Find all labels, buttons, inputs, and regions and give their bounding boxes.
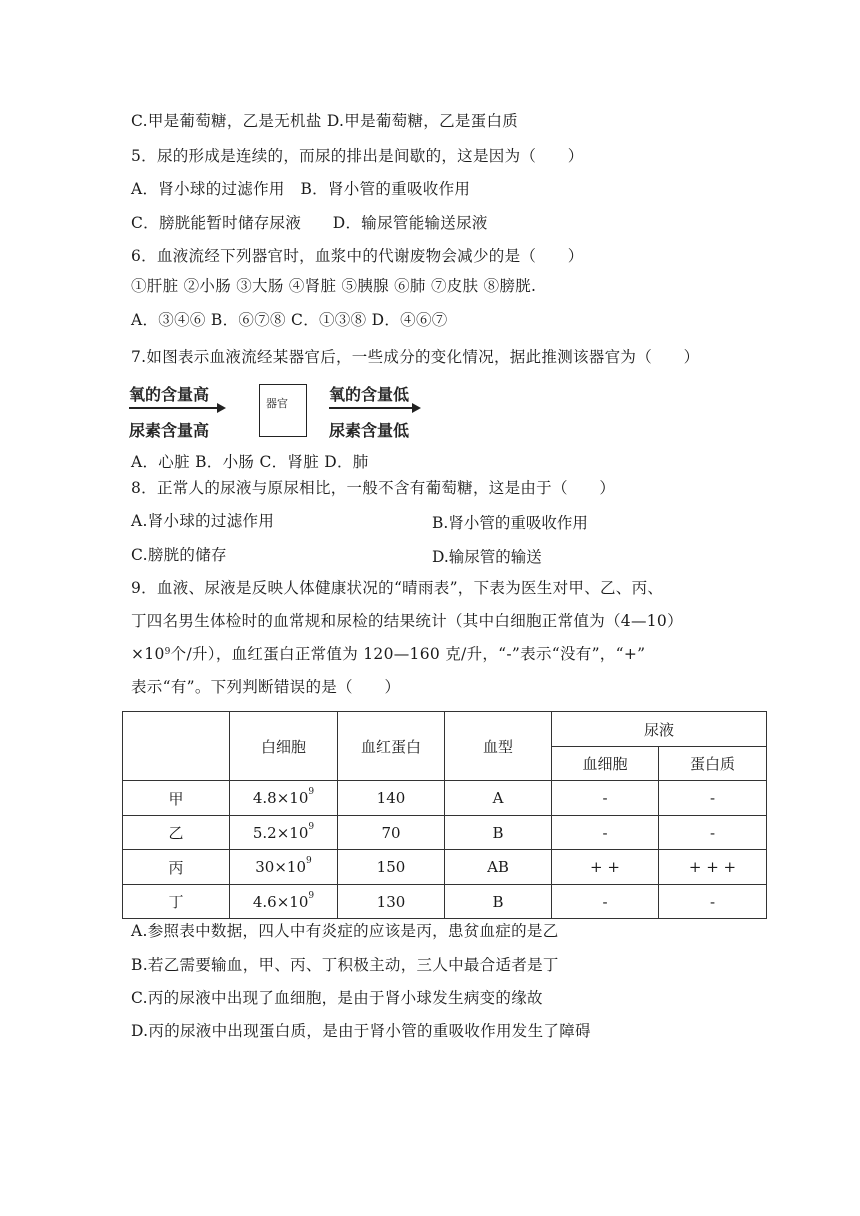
row-urine-bc: - (552, 816, 659, 850)
q9-option-c: C.丙的尿液中出现了血细胞，是由于肾小球发生病变的缘故 (131, 989, 543, 1007)
row-urine-bc: - (552, 781, 659, 816)
q9-stem-line2: 丁四名男生体检时的血常规和尿检的结果统计（其中白细胞正常值为（4—10） (131, 612, 683, 630)
row-hb: 130 (338, 885, 445, 919)
organ-box (259, 384, 307, 437)
header-urine-protein: 蛋白质 (659, 747, 767, 781)
left-arrow-line (129, 407, 219, 409)
q7-stem: 7.如图表示血液流经某器官后，一些成分的变化情况，据此推测该器官为（ ） (131, 348, 700, 366)
q9-unit-base: ×10 (131, 645, 165, 663)
left-oxygen-label: 氧的含量高 (129, 385, 210, 404)
q5-options-ab: A．肾小球的过滤作用 B．肾小管的重吸收作用 (131, 180, 471, 198)
row-blood-type: A (445, 781, 552, 816)
q9-option-d: D.丙的尿液中出现蛋白质，是由于肾小管的重吸收作用发生了障碍 (131, 1022, 591, 1040)
row-name: 丙 (123, 850, 230, 885)
right-oxygen-label: 氧的含量低 (329, 385, 410, 404)
q8-option-c: C.膀胱的储存 (131, 546, 227, 564)
table-row (123, 850, 767, 885)
row-name: 乙 (123, 816, 230, 850)
row-hb: 150 (338, 850, 445, 885)
header-wbc: 白细胞 (230, 712, 338, 781)
right-arrow-head-icon (412, 403, 421, 413)
header-hemoglobin: 血红蛋白 (338, 712, 445, 781)
q8-option-a: A.肾小球的过滤作用 (131, 512, 275, 530)
row-blood-type: B (445, 885, 552, 919)
organ-label: 器官 (266, 397, 288, 410)
row-wbc: $30\times 10^9$ (230, 850, 338, 885)
table-corner-cell (123, 712, 230, 781)
row-blood-type: B (445, 816, 552, 850)
row-name: 甲 (123, 781, 230, 816)
row-urine-bc: - (552, 885, 659, 919)
row-name: 丁 (123, 885, 230, 919)
q4-options-cd: C.甲是葡萄糖，乙是无机盐 D.甲是葡萄糖，乙是蛋白质 (131, 112, 519, 130)
left-arrow-head-icon (217, 403, 226, 413)
row-hb: 140 (338, 781, 445, 816)
row-urine-protein: - (659, 781, 767, 816)
right-urea-label: 尿素含量低 (329, 421, 410, 440)
q9-stem-line3 (131, 644, 645, 664)
q5-stem: 5．尿的形成是连续的，而尿的排出是间歇的，这是因为（ ） (131, 147, 584, 165)
q6-stem: 6．血液流经下列器官时，血浆中的代谢废物会减少的是（ ） (131, 247, 584, 265)
health-check-table (122, 711, 767, 919)
header-urine: 尿液 (552, 712, 767, 747)
row-blood-type: AB (445, 850, 552, 885)
table-row (123, 816, 767, 850)
row-wbc: $5.2\times 10^9$ (230, 816, 338, 850)
q9-stem-line3-rest: 个/升），血红蛋白正常值为 120—160 克/升，“-”表示“没有”，“+” (170, 645, 646, 663)
organ-diagram (129, 380, 429, 440)
header-blood-type: 血型 (445, 712, 552, 781)
row-urine-protein: - (659, 885, 767, 919)
row-urine-protein: - (659, 816, 767, 850)
row-urine-bc: + + (552, 850, 659, 885)
q6-options: A．③④⑥ B．⑥⑦⑧ C．①③⑧ D．④⑥⑦ (131, 311, 448, 329)
table-row (123, 781, 767, 816)
header-urine-blood-cells: 血细胞 (552, 747, 659, 781)
q8-stem: 8．正常人的尿液与原尿相比，一般不含有葡萄糖，这是由于（ ） (131, 479, 616, 497)
q9-unit-exponent: 9 (164, 647, 171, 657)
row-hb: 70 (338, 816, 445, 850)
row-wbc: $4.6\times 10^9$ (230, 885, 338, 919)
q5-options-cd: C．膀胱能暂时储存尿液 D．输尿管能输送尿液 (131, 214, 488, 232)
q8-option-d: D.输尿管的输送 (432, 548, 542, 566)
q9-option-a: A.参照表中数据，四人中有炎症的应该是丙，患贫血症的是乙 (131, 922, 559, 940)
q7-options: A．心脏 B．小肠 C．肾脏 D．肺 (131, 453, 369, 471)
row-urine-protein: + + + (659, 850, 767, 885)
q9-option-b: B.若乙需要输血，甲、丙、丁积极主动，三人中最合适者是丁 (131, 956, 559, 974)
q9-stem-line1: 9．血液、尿液是反映人体健康状况的“晴雨表”，下表为医生对甲、乙、丙、 (131, 579, 664, 597)
row-wbc: $4.8\times 10^9$ (230, 781, 338, 816)
q6-organ-list: ①肝脏 ②小肠 ③大肠 ④肾脏 ⑤胰腺 ⑥肺 ⑦皮肤 ⑧膀胱. (131, 277, 537, 295)
table-row (123, 885, 767, 919)
q8-option-b: B.肾小管的重吸收作用 (432, 514, 588, 532)
right-arrow-line (329, 407, 414, 409)
left-urea-label: 尿素含量高 (129, 421, 210, 440)
q9-stem-line4: 表示“有”。下列判断错误的是（ ） (131, 678, 401, 696)
